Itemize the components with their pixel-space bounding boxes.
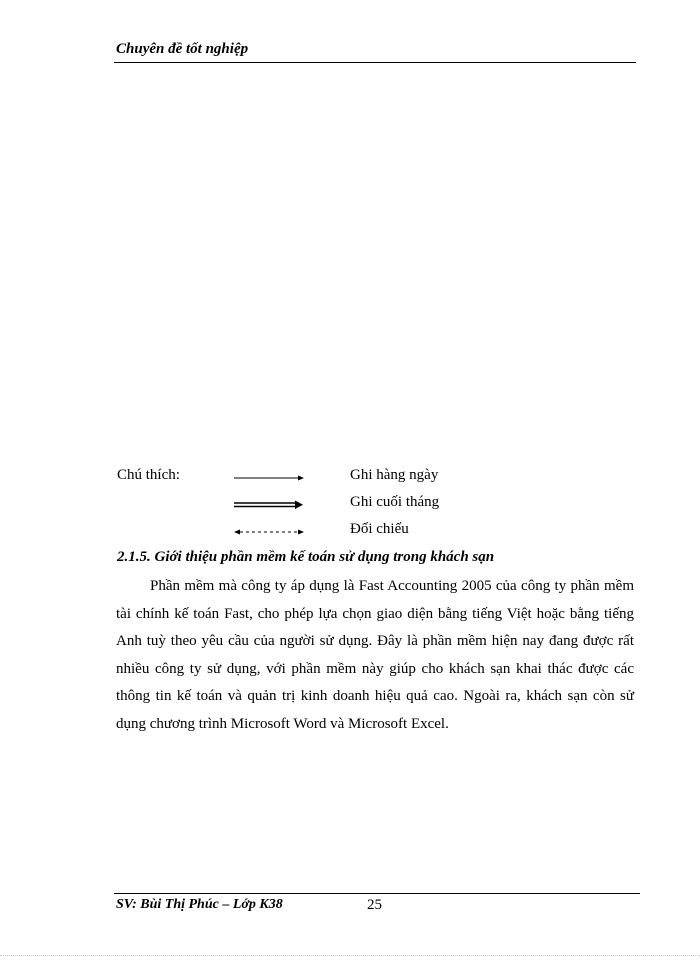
dashed-double-arrow-icon <box>232 521 312 541</box>
footer-divider <box>114 893 640 894</box>
legend-item-monthly <box>232 494 532 514</box>
body-paragraph: Phần mềm mà công ty áp dụng là Fast Accounting 2005 của công ty phần mềm tài chính kế toán Fast, cho phép lựa chọn giao diện bằng tiếng Việt hoặc bằng tiếng Anh tuỳ theo yêu cầu của người sử dụng. Đây là phần mềm hiện nay đang được rất nhiều công ty sử dụng, với phần mềm này giúp cho khách sạn khai thác được các thông tin kế toán và quản trị kinh doanh hiệu quả cao. Ngoài ra, khách sạn còn sử dụng chương trình Microsoft Word và Microsoft Excel. <box>116 578 634 732</box>
page-number: 25 <box>367 897 382 913</box>
legend-item-reconcile-label: Đối chiếu <box>350 521 409 537</box>
legend-item-reconcile <box>232 521 532 541</box>
page-header-title: Chuyên đề tốt nghiệp <box>116 41 249 57</box>
page-bottom-border <box>0 955 700 956</box>
thin-arrow-icon <box>232 467 312 487</box>
section-heading: 2.1.5. Giới thiệu phần mềm kế toán sử dụng trong khách sạn <box>117 549 495 565</box>
legend-label: Chú thích: <box>117 467 180 483</box>
header-divider <box>114 62 636 63</box>
double-line-arrow-icon <box>232 494 312 514</box>
legend-item-monthly-label: Ghi cuối tháng <box>350 494 440 510</box>
legend-item-daily <box>232 467 532 487</box>
footer-author: SV: Bùi Thị Phúc – Lớp K38 <box>116 897 283 912</box>
legend-item-daily-label: Ghi hàng ngày <box>350 467 439 483</box>
